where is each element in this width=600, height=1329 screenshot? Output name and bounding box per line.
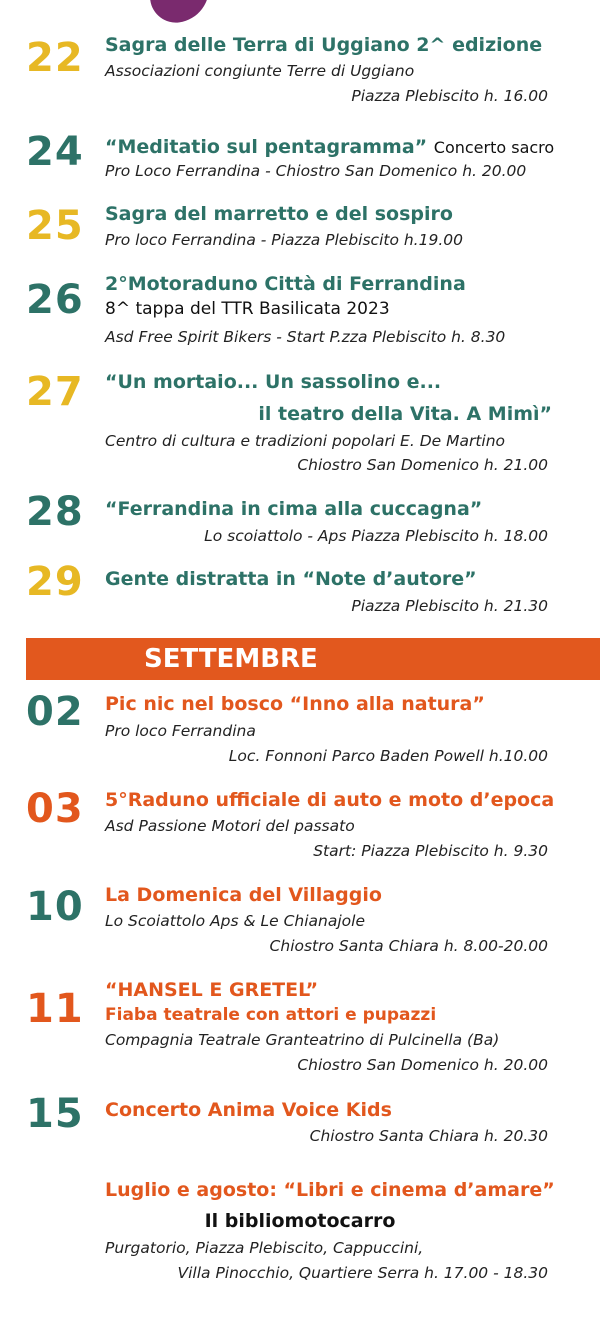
- event-title: Sagra delle Terra di Uggiano 2^ edizione: [105, 34, 543, 56]
- event-title-extra: Concerto sacro: [433, 138, 555, 157]
- event-title: Sagra del marretto e del sospiro: [105, 203, 453, 225]
- footer-subtitle: Il bibliomotocarro: [204, 1210, 396, 1232]
- event-organizer: Pro loco Ferrandina - Piazza Plebiscito h.19.00: [105, 231, 463, 249]
- footer-title: Luglio e agosto: “Libri e cinema d’amare”: [105, 1179, 555, 1201]
- event-place: Piazza Plebiscito h. 21.30: [351, 597, 548, 615]
- event-title: “Un mortaio... Un sassolino e...: [105, 371, 442, 393]
- month-header-band: [26, 638, 600, 680]
- event-organizer: Associazioni congiunte Terre di Uggiano: [105, 62, 415, 80]
- event-day: 24: [26, 129, 84, 175]
- event-title: 5°Raduno ufficiale di auto e moto d’epoca: [105, 789, 555, 811]
- event-day: 02: [26, 689, 84, 735]
- event-title: “HANSEL E GRETEL”: [105, 979, 319, 1001]
- event-organizer: Lo Scoiattolo Aps & Le Chianajole: [105, 912, 366, 930]
- event-subtitle: 8^ tappa del TTR Basilicata 2023: [105, 299, 390, 319]
- event-organizer: Asd Free Spirit Bikers - Start P.zza Plebiscito h. 8.30: [105, 328, 506, 346]
- footer-line-2: Villa Pinocchio, Quartiere Serra h. 17.00 - 18.30: [177, 1264, 548, 1282]
- event-title-line2: il teatro della Vita. A Mimì”: [258, 403, 552, 425]
- event-title: Concerto Anima Voice Kids: [105, 1099, 392, 1121]
- event-place: Lo scoiattolo - Aps Piazza Plebiscito h. 18.00: [204, 527, 548, 545]
- event-day: 25: [26, 203, 84, 249]
- event-day: 28: [26, 489, 84, 535]
- event-day: 15: [26, 1091, 84, 1137]
- decorative-shape: [147, 0, 214, 26]
- event-place: Start: Piazza Plebiscito h. 9.30: [313, 842, 548, 860]
- event-place: Chiostro Santa Chiara h. 20.30: [309, 1127, 548, 1145]
- event-organizer: Pro loco Ferrandina: [105, 722, 256, 740]
- event-title: “Meditatio sul pentagramma” Concerto sacro: [105, 136, 555, 158]
- event-organizer: Centro di cultura e tradizioni popolari E. De Martino: [105, 432, 506, 450]
- event-title: 2°Motoraduno Città di Ferrandina: [105, 273, 466, 295]
- event-title: Gente distratta in “Note d’autore”: [105, 568, 477, 590]
- event-day: 22: [26, 35, 84, 81]
- event-organizer: Asd Passione Motori del passato: [105, 817, 355, 835]
- event-place: Loc. Fonnoni Parco Baden Powell h.10.00: [228, 747, 548, 765]
- event-day: 29: [26, 559, 84, 605]
- event-organizer: Compagnia Teatrale Granteatrino di Pulcinella (Ba): [105, 1031, 500, 1049]
- event-title-line2: Fiaba teatrale con attori e pupazzi: [105, 1005, 437, 1025]
- event-day: 11: [26, 986, 84, 1032]
- month-header: SETTEMBRE: [144, 644, 318, 674]
- event-day: 26: [26, 277, 84, 323]
- event-title: La Domenica del Villaggio: [105, 884, 382, 906]
- event-title: Pic nic nel bosco “Inno alla natura”: [105, 693, 485, 715]
- event-place: Chiostro San Domenico h. 20.00: [297, 1056, 548, 1074]
- event-place: Chiostro Santa Chiara h. 8.00-20.00: [269, 937, 548, 955]
- event-place: Chiostro San Domenico h. 21.00: [297, 456, 548, 474]
- event-organizer: Pro Loco Ferrandina - Chiostro San Domenico h. 20.00: [105, 162, 527, 180]
- footer-line-1: Purgatorio, Piazza Plebiscito, Cappuccini,: [105, 1239, 424, 1257]
- event-day: 27: [26, 369, 84, 415]
- event-title: “Ferrandina in cima alla cuccagna”: [105, 498, 483, 520]
- event-day: 03: [26, 786, 84, 832]
- event-day: 10: [26, 884, 84, 930]
- event-place: Piazza Plebiscito h. 16.00: [351, 87, 548, 105]
